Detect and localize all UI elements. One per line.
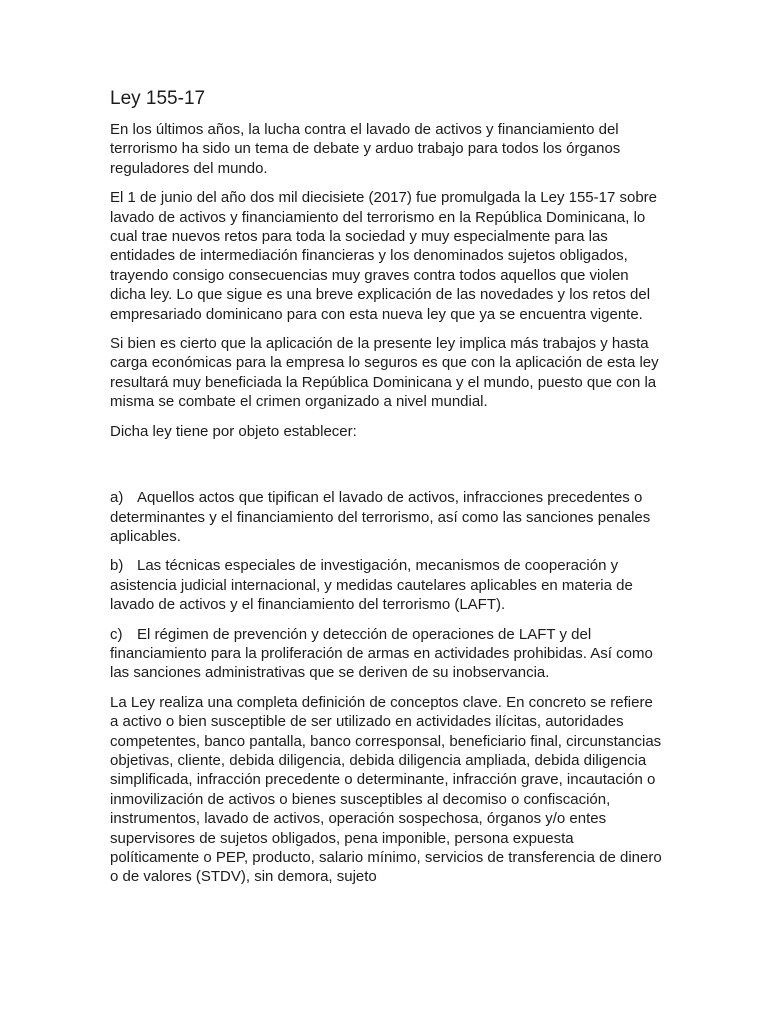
blank-spacer (110, 451, 662, 488)
paragraph-intro: En los últimos años, la lucha contra el lavado de activos y financiamiento del terrorismo ha sido un tema de debate y arduo trabajo para todos los órganos reguladores del mundo. (110, 121, 621, 177)
list-item-b (110, 556, 662, 614)
list-marker: b) (110, 557, 124, 575)
list-item-text: El régimen de prevención y detección de operaciones de LAFT y del financiamiento para la proliferación de armas en actividades prohibidas. Así como las sanciones administrativas que se deriven de su inobservancia. (110, 625, 653, 682)
list-item-text: Las técnicas especiales de investigación, mecanismos de cooperación y asistencia judicial internacional, y medidas cautelares aplicables en materia de lavado de activos y el financiamiento del terrorismo (LAFT). (110, 557, 633, 614)
list-item-a (110, 488, 662, 546)
list-marker: c) (110, 625, 123, 643)
paragraph-promulgation: El 1 de junio del año dos mil diecisiete (2017) fue promulgada la Ley 155-17 sobre lavado de activos y financiamiento del terrorismo en la República Dominicana, lo cual trae nuevos retos para toda la sociedad y muy especialmente para las entidades de intermediación financieras y los denominados sujetos obligados, trayendo consigo consecuencias muy graves contra todos aquellos que violen dicha ley. Lo que sigue es una breve explicación de las novedades y los retos del empresariado dominicano para con esta nueva ley que ya se encuentra vigente. (110, 189, 658, 323)
paragraph-application: Si bien es cierto que la aplicación de la presente ley implica más trabajos y hasta carga económicas para la empresa lo seguros es que con la aplicación de esta ley resultará muy beneficiada la República Dominicana y el mundo, puesto que con la misma se combate el crimen organizado a nivel mundial. (110, 335, 659, 411)
paragraph-definitions: La Ley realiza una completa definición de conceptos clave. En concreto se refiere a activo o bien susceptible de ser utilizado en actividades ilícitas, autoridades competentes, banco pantalla, banco corresponsal, beneficiario final, circunstancias objetivas, cliente, debida diligencia, debida diligencia ampliada, debida diligencia simplificada, infracción precedente o determinante, infracción grave, incautación o inmovilización de activos o bienes susceptibles al decomiso o confiscación, instrumentos, lavado de activos, operación sospechosa, órganos y/o entes supervisores de sujetos obligados, pena imponible, persona expuesta políticamente o PEP, producto, salario mínimo, servicios de transferencia de dinero o de valores (STDV), sin demora, sujeto (110, 693, 662, 886)
list-marker: a) (110, 489, 124, 507)
document-title: Ley 155-17 (110, 88, 206, 109)
document-body (110, 88, 662, 897)
paragraph-objective: Dicha ley tiene por objeto establecer: (110, 422, 357, 440)
list-item-c (110, 625, 662, 683)
list-item-text: Aquellos actos que tipifican el lavado de activos, infracciones precedentes o determinantes y el financiamiento del terrorismo, así como las sanciones penales aplicables. (110, 489, 651, 545)
